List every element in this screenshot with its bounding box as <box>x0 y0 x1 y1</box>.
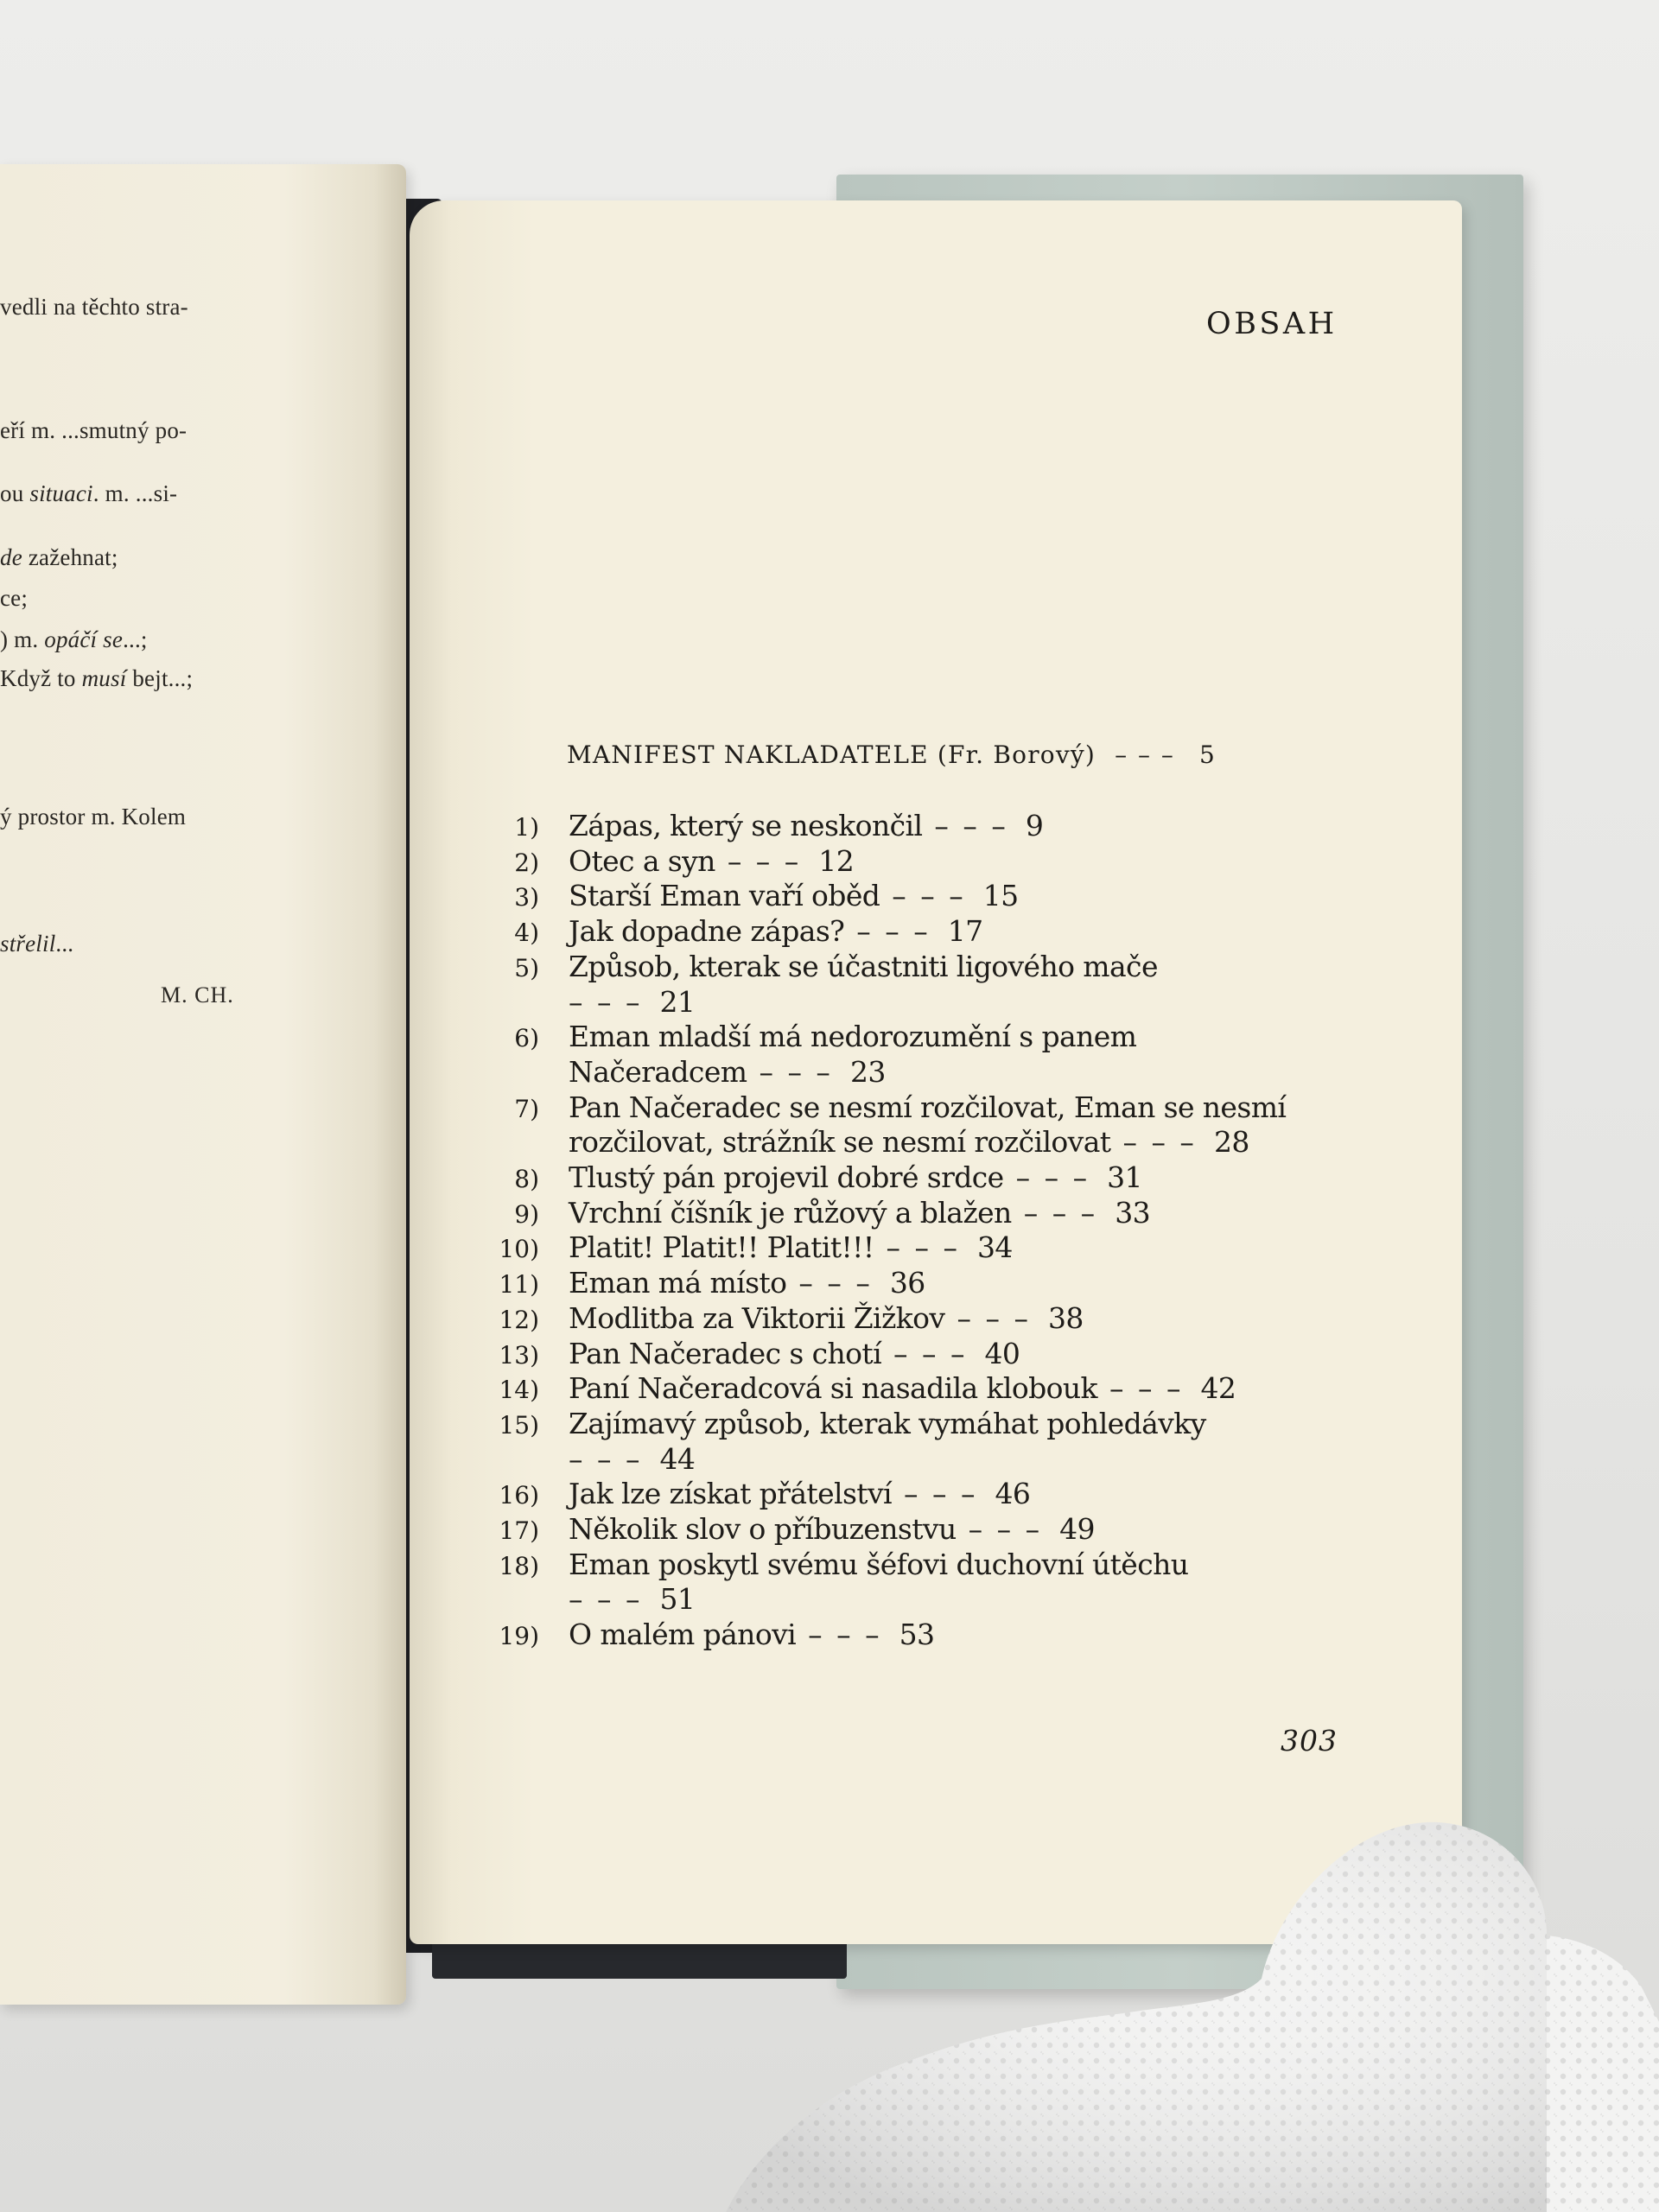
toc-page-number: 38 <box>1047 1300 1084 1335</box>
toc-item-title: Starší Eman vaří oběd <box>569 879 880 913</box>
toc-item-title: Zápas, který se neskončil <box>569 809 923 842</box>
toc-page-number: 31 <box>1107 1160 1142 1194</box>
toc-page-number: 51 <box>659 1582 696 1617</box>
toc-item-title: Načeradcem <box>569 1054 747 1089</box>
toc-dashes: – – – <box>569 984 643 1019</box>
toc-item-number: 7) <box>514 1094 539 1123</box>
toc-dashes: – – – <box>886 1230 960 1265</box>
toc-page-number: 17 <box>947 914 983 949</box>
toc-item-line <box>569 1406 1206 1441</box>
toc-dashes: – – – <box>727 843 802 878</box>
toc-item-title: Pan Načeradec s chotí <box>569 1336 882 1370</box>
toc-item-line <box>569 1547 1188 1582</box>
toc-dashes: – – – <box>569 1582 643 1617</box>
right-page <box>410 200 1462 1944</box>
toc-dashes: – – – <box>892 879 966 913</box>
toc-item-title: Několik slov o příbuzenstvu <box>569 1512 957 1546</box>
left-line-text: eří m. ...smutný po- <box>0 417 188 443</box>
toc-page-number: 36 <box>889 1266 925 1300</box>
toc-item-line <box>569 1090 1286 1125</box>
left-line-italic: de <box>0 544 22 570</box>
toc-dashes: – – – <box>808 1618 882 1652</box>
toc-item-number: 1) <box>514 813 539 842</box>
toc-item-line <box>569 984 695 1020</box>
toc-item-number: 8) <box>514 1165 539 1193</box>
toc-page-number: 46 <box>995 1477 1031 1511</box>
toc-item-number: 15) <box>499 1410 539 1440</box>
toc-item-line <box>569 913 983 949</box>
toc-item-line <box>569 808 1043 843</box>
toc-item-title: Zajímavý způsob, kterak vymáhat pohledávky <box>569 1406 1206 1440</box>
toc-item-line <box>569 1054 886 1090</box>
left-line-text: vedli na těchto stra- <box>0 294 188 320</box>
toc-item-line <box>569 1019 1136 1054</box>
toc-item-title: Eman má místo <box>569 1266 787 1300</box>
left-page-line <box>0 480 177 507</box>
toc-page-number: 49 <box>1059 1512 1095 1546</box>
toc-item-number: 9) <box>514 1199 539 1229</box>
toc-dashes: – – – <box>759 1054 833 1089</box>
toc-item-number: 10) <box>499 1235 539 1264</box>
left-page-line <box>0 665 193 692</box>
left-line-suffix: ... <box>55 931 74 957</box>
toc-page-number: 28 <box>1213 1125 1249 1160</box>
toc-item-line <box>569 843 854 879</box>
toc-dashes: – – – <box>968 1512 1043 1546</box>
left-page-line <box>0 417 187 444</box>
toc-item-title: Jak lze získat přátelství <box>569 1477 892 1511</box>
left-line-italic: střelil <box>0 931 56 957</box>
left-line-suffix: bejt...; <box>126 665 194 691</box>
left-page-line <box>0 931 73 957</box>
toc-item-title: Vrchní číšník je růžový a blažen <box>569 1195 1012 1230</box>
toc-item-number: 4) <box>514 918 539 948</box>
toc-page-number: 12 <box>818 843 855 878</box>
toc-manifest-title: MANIFEST NAKLADATELE (Fr. Borový) <box>567 741 1096 769</box>
toc-manifest-page: 5 <box>1199 741 1215 769</box>
toc-item-title: Eman mladší má nedorozumění s panem <box>569 1020 1137 1054</box>
toc-page-number: 21 <box>659 984 696 1019</box>
toc-item-line <box>569 1581 695 1617</box>
toc-page-number: 42 <box>1200 1371 1236 1406</box>
left-page-line <box>0 544 118 571</box>
toc-item-line <box>569 1476 1030 1511</box>
toc-item-line <box>569 1124 1249 1160</box>
toc-item-number: 19) <box>499 1622 539 1651</box>
toc-item-title: Jak dopadne zápas? <box>569 914 845 949</box>
toc-page-number: 9 <box>1025 809 1044 842</box>
toc-item-title: Pan Načeradec se nesmí rozčilovat, Eman se nesmí <box>569 1090 1287 1124</box>
toc-item-title: Eman poskytl svému šéfovi duchovní útěchu <box>569 1547 1189 1581</box>
toc-item-number: 2) <box>514 848 539 877</box>
left-line-text: ý prostor m. Kolem <box>0 804 187 830</box>
left-page <box>0 164 406 2005</box>
toc-manifest-entry <box>567 741 1215 769</box>
toc-item-number: 11) <box>499 1270 539 1300</box>
toc-page-number: 44 <box>659 1441 696 1476</box>
toc-item-line <box>569 878 1019 913</box>
toc-item-number: 17) <box>499 1516 539 1545</box>
toc-item-number: 3) <box>514 883 539 912</box>
toc-item-number: 13) <box>499 1340 539 1370</box>
left-line-italic: musí <box>81 665 127 691</box>
toc-dashes: – – – <box>893 1336 968 1370</box>
toc-page-number: 34 <box>976 1230 1013 1265</box>
toc-item-number: 5) <box>514 953 539 982</box>
toc-page-number: 33 <box>1115 1195 1150 1230</box>
toc-item-number: 12) <box>499 1305 539 1334</box>
toc-item-line <box>569 1370 1236 1406</box>
toc-item-line <box>569 1195 1150 1230</box>
toc-dashes: – – – <box>856 914 931 949</box>
toc-item-line <box>569 1160 1142 1195</box>
toc-item-number: 16) <box>499 1481 539 1510</box>
left-line-italic: opáčí se <box>44 626 124 652</box>
toc-item-title: rozčilovat, strážník se nesmí rozčilovat <box>569 1125 1111 1160</box>
toc-item-line <box>569 1230 1013 1265</box>
toc-item-line <box>569 949 1158 984</box>
toc-page-number: 40 <box>984 1336 1020 1370</box>
left-line-suffix: ...; <box>123 626 148 652</box>
left-line-italic: situaci <box>29 480 93 506</box>
toc-dashes: – – – <box>1015 1160 1090 1194</box>
left-line-text: ce; <box>0 585 29 611</box>
left-page-line <box>0 294 188 321</box>
left-page-line <box>0 626 148 653</box>
page-title: OBSAH <box>1206 307 1338 341</box>
left-line-suffix: . m. ...si- <box>92 480 178 506</box>
toc-dashes: – – – <box>569 1441 643 1476</box>
toc-item-line <box>569 1441 695 1477</box>
toc-item-title: Způsob, kterak se účastniti ligového mače <box>569 949 1158 983</box>
toc-dashes: – – – <box>1109 1371 1184 1406</box>
toc-item-line <box>569 1336 1020 1371</box>
toc-item-number: 18) <box>499 1551 539 1580</box>
left-line-suffix: zažehnat; <box>22 544 118 570</box>
toc-manifest-dashes: – – – <box>1115 741 1175 769</box>
toc-dashes: – – – <box>934 809 1008 842</box>
left-page-line <box>0 804 186 830</box>
toc-item-line <box>569 1265 925 1300</box>
toc-page-number: 53 <box>899 1618 935 1652</box>
toc-dashes: – – – <box>1023 1195 1098 1230</box>
toc-item-line <box>569 1617 934 1652</box>
toc-item-title: Modlitba za Viktorii Žižkov <box>569 1300 945 1335</box>
left-page-signature: M. CH. <box>161 982 234 1007</box>
toc-item-title: Otec a syn <box>569 843 715 878</box>
toc-item-line <box>569 1511 1095 1547</box>
toc-page-number: 23 <box>849 1054 886 1089</box>
toc-dashes: – – – <box>903 1477 978 1511</box>
toc-page-number: 15 <box>982 879 1019 913</box>
toc-dashes: – – – <box>1122 1125 1197 1160</box>
toc-item-number: 6) <box>514 1024 539 1053</box>
toc-dashes: – – – <box>957 1300 1031 1335</box>
toc-dashes: – – – <box>798 1266 873 1300</box>
toc-item-title: Paní Načeradcová si nasadila klobouk <box>569 1371 1097 1406</box>
toc-item-title: Platit! Platit!! Platit!!! <box>569 1230 874 1265</box>
toc-item-line <box>569 1300 1084 1336</box>
toc-item-number: 14) <box>499 1376 539 1405</box>
left-line-prefix: ) m. <box>0 626 45 652</box>
left-page-line <box>0 585 28 612</box>
left-line-prefix: Když to <box>0 665 82 691</box>
toc-item-title: Tlustý pán projevil dobré srdce <box>569 1160 1004 1194</box>
page-number: 303 <box>1281 1724 1338 1758</box>
left-line-prefix: ou <box>0 480 30 506</box>
toc-item-title: O malém pánovi <box>569 1618 797 1652</box>
